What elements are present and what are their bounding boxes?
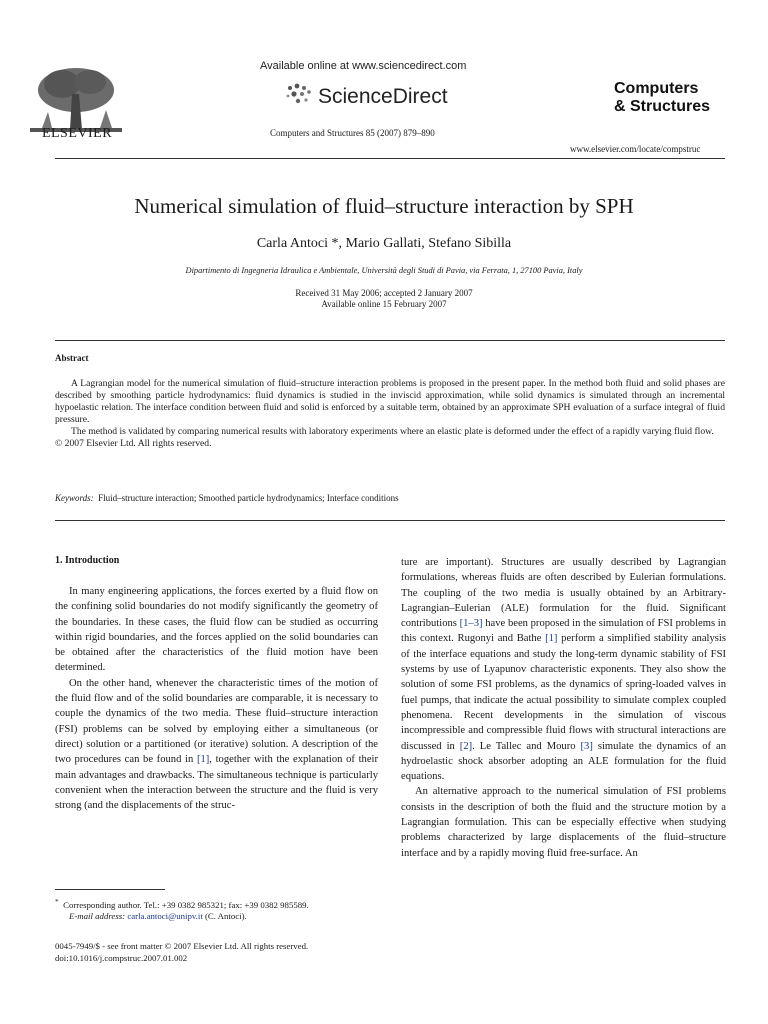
right-column: [401, 555, 726, 861]
author-affiliation: Dipartimento di Ingegneria Idraulica e Ambientale, Università degli Studi di Pavia, via Ferrata, 1, 27100 Pavia, Italy: [185, 266, 583, 275]
journal-url[interactable]: www.elsevier.com/locate/compstruc: [570, 144, 701, 154]
abstract-paragraph: A Lagrangian model for the numerical simulation of fluid–structure interaction problems is proposed in the present paper. In the method both fluid and solid phases are described by smoothing particle hydrodynamics: fluid dynamics is studied in the inviscid approximation, while solid dynamics is simulated through an incremental hypoelastic relation. The interface condition between fluid and solid is enforced by a suitable term, obtained by an approximate SPH evaluation of a surface integral of fluid pressure.: [55, 378, 725, 425]
email-link[interactable]: carla.antoci@unipv.it: [127, 911, 203, 922]
abstract-paragraph: The method is validated by comparing numerical results with laboratory experiments where an elastic plate is deformed under the effect of a rapidly varying fluid flow.: [71, 425, 714, 437]
citation-link[interactable]: [3]: [580, 740, 593, 752]
abstract-bottom-divider: [55, 520, 725, 521]
received-date: Received 31 May 2006; accepted 2 January 2007: [295, 288, 473, 298]
issn-doi-block: [55, 940, 308, 964]
journal-title-line2: & Structures: [614, 98, 711, 115]
keywords-list: Fluid–structure interaction; Smoothed particle hydrodynamics; Interface conditions: [98, 493, 399, 503]
body-paragraph: In many engineering applications, the forces exerted by a fluid flow on the confining solid boundaries do not modify significantly the geometry of the boundaries. In these cases, the fluid flow can be studied as occurring within rigid boundaries, and the forces applied on the solid boundaries can be obtained after the characteristics of the fluid motion have been determined.: [55, 586, 378, 674]
keywords-line: [55, 493, 399, 503]
article-title: Numerical simulation of fluid–structure interaction by SPH: [134, 194, 634, 218]
email-label: E-mail address:: [69, 911, 126, 922]
keywords-label: Keywords:: [55, 493, 94, 503]
available-online-line[interactable]: Available online at www.sciencedirect.com: [260, 60, 467, 72]
citation-link[interactable]: [1]: [545, 633, 558, 645]
body-paragraph: ture are important). Structures are usually described by Lagrangian formulations, whereas fluids are often described by Eulerian formulations. The coupling of the two media is usually obtained by an Arbitrary-Lagrangian–Eulerian (ALE) formulation for the fluid. Significant contributions [1–3] have been proposed in the simulation of FSI problems in this context. Rugonyi and Bathe [1] perform a simplified stability analysis of the interface equations and study the long-term dynamic stability of FSI systems by use of Lyapunov characteristic exponents. They also show the solution of some FSI problems, as the dynamics of spring-loaded valves in fuel pumps, that indicate the actual possibility to simulate complex coupled phenomena. Recent developments in the simulation of viscous incompressible and compressible fluid flows with structural interactions are discussed in [2]. Le Tallec and Mouro [3] simulate the dynamics of an hydroelastic shock absorber adopting an ALE formulation for the fluid equations.: [401, 557, 727, 783]
footnote-marker: *: [55, 897, 59, 906]
article-authors: Carla Antoci *, Mario Gallati, Stefano Sibilla: [256, 236, 512, 251]
journal-title-line1: Computers: [614, 80, 699, 97]
abstract-copyright: © 2007 Elsevier Ltd. All rights reserved.: [55, 437, 212, 449]
citation-link[interactable]: [1]: [196, 754, 210, 766]
abstract-body: [55, 378, 725, 449]
abstract-top-divider: [55, 340, 725, 341]
corresponding-author-footnote: [55, 896, 385, 923]
issn-line: 0045-7949/$ - see front matter © 2007 Elsevier Ltd. All rights reserved.: [55, 941, 309, 951]
citation-link[interactable]: [2]: [459, 740, 473, 752]
section-heading: 1. Introduction: [55, 555, 120, 566]
journal-citation: Computers and Structures 85 (2007) 879–890: [270, 128, 435, 138]
doi-line[interactable]: doi:10.1016/j.compstruc.2007.01.002: [55, 953, 188, 963]
sciencedirect-wordmark: ScienceDirect: [318, 85, 448, 108]
email-suffix: (C. Antoci).: [202, 911, 247, 922]
available-date: Available online 15 February 2007: [321, 299, 447, 309]
footnote-text: Corresponding author. Tel.: +39 0382 985321; fax: +39 0382 985589.: [63, 899, 309, 910]
sciencedirect-dots-icon: [282, 80, 322, 112]
body-paragraph: An alternative approach to the numerical simulation of FSI problems consists in the description of both the fluid and the structure motion by a Lagrangian formulation. This can be especially effective when studying problems characterized by large displacements of the fluid–structure interface and by a rapidly moving fluid free-surface. An: [401, 786, 726, 859]
journal-title: [614, 80, 710, 116]
header-divider: [55, 158, 725, 159]
footnote-divider: [55, 889, 165, 890]
body-paragraph: On the other hand, whenever the characteristic times of the motion of the fluid flow and of the solid boundaries are comparable, it is necessary to couple the dynamics of the two media. These fluid–structure interaction (FSI) problems can be solved by employing either a simultaneous (or direct) solution or a partitioned (or iterative) solution. A description of the two procedures can be found in [1], together with the explanation of their main advantages and drawbacks. The simultaneous technique is particularly convenient when the interaction between the structure and the fluid is very strong (and the displacements of the struc-: [55, 677, 378, 812]
left-column: [55, 570, 378, 813]
publisher-name: ELSEVIER: [41, 126, 113, 141]
abstract-heading: Abstract: [55, 353, 89, 363]
citation-link[interactable]: [1–3]: [459, 618, 483, 630]
article-dates: [0, 288, 768, 310]
